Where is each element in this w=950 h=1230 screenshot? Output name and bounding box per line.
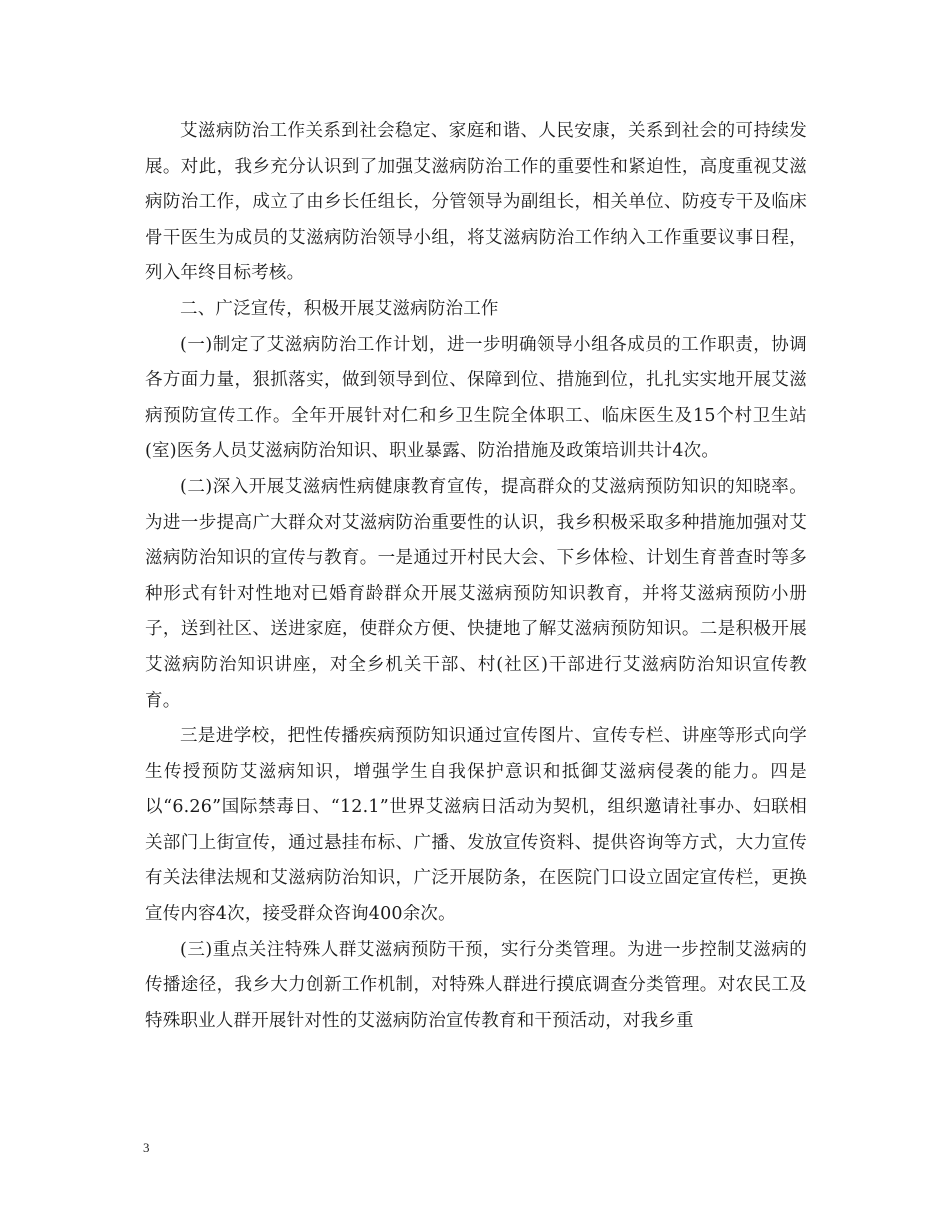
paragraph-school-outreach: 三是进学校，把性传播疾病预防知识通过宣传图片、宣传专栏、讲座等形式向学生传授预防艾滋病知识，增强学生自我保护意识和抵御艾滋病侵袭的能力。四是以“6.26”国际禁毒日、“12.1”世界艾滋病日活动为契机，组织邀请社事办、妇联相关部门上街宣传，通过悬挂布标、广播、发放宣传资料、提供咨询等方式，大力宣传有关法律法规和艾滋病防治知识，广泛开展防条，在医院门口设立固定宣传栏，更换宣传内容4次，接受群众咨询400余次。 — [145, 726, 807, 925]
paragraph-work-plan: (一)制定了艾滋病防治工作计划，进一步明确领导小组各成员的工作职责，协调各方面力量，狠抓落实，做到领导到位、保障到位、措施到位，扎扎实实地开展艾滋病预防宣传工作。全年开展针对仁和乡卫生院全体职工、临床医生及15个村卫生站(室)医务人员艾滋病防治知识、职业暴露、防治措施及政策培训共计4次。 — [145, 334, 807, 462]
document-body — [145, 114, 807, 1039]
paragraph-importance: 艾滋病防治工作关系到社会稳定、家庭和谐、人民安康，关系到社会的可持续发展。对此，我乡充分认识到了加强艾滋病防治工作的重要性和紧迫性，高度重视艾滋病防治工作，成立了由乡长任组长，分管领导为副组长，相关单位、防疫专干及临床骨干医生为成员的艾滋病防治领导小组，将艾滋病防治工作纳入工作重要议事日程，列入年终目标考核。 — [145, 121, 807, 284]
page-number: 3 — [143, 1140, 150, 1155]
section-heading-publicity: 二、广泛宣传，积极开展艾滋病防治工作 — [180, 298, 499, 319]
paragraph-health-education: (二)深入开展艾滋病性病健康教育宣传，提高群众的艾滋病预防知识的知晓率。为进一步提高广大群众对艾滋病防治重要性的认识，我乡积极采取多种措施加强对艾滋病防治知识的宣传与教育。一是通过开村民大会、下乡体检、计划生育普查时等多种形式有针对性地对已婚育龄群众开展艾滋病预防知识教育，并将艾滋病预防小册子，送到社区、送进家庭，使群众方便、快捷地了解艾滋病预防知识。二是积极开展艾滋病防治知识讲座，对全乡机关干部、村(社区)干部进行艾滋病防治知识宣传教育。 — [145, 476, 807, 711]
paragraph-special-groups: (三)重点关注特殊人群艾滋病预防干预，实行分类管理。为进一步控制艾滋病的传播途径，我乡大力创新工作机制，对特殊人群进行摸底调查分类管理。对农民工及特殊职业人群开展针对性的艾滋病防治宣传教育和干预活动，对我乡重 — [145, 939, 807, 1031]
